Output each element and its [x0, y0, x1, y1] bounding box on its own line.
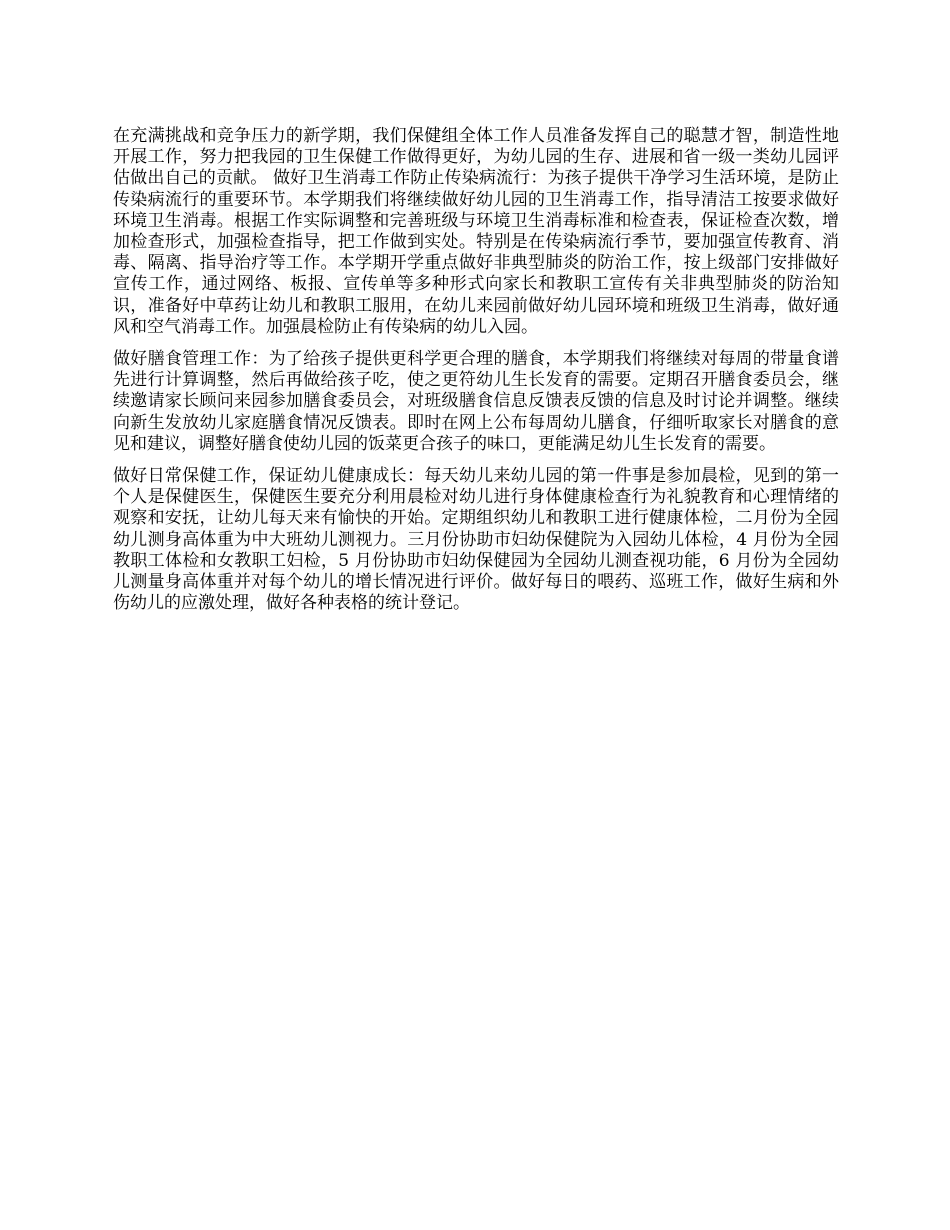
paragraph-daily-healthcare: 做好日常保健工作，保证幼儿健康成长：每天幼儿来幼儿园的第一件事是参加晨检，见到的第一个人是保健医生，保健医生要充分利用晨检对幼儿进行身体健康检查行为礼貌教育和心理情绪的观察和安抚，让幼儿每天来有愉快的开始。定期组织幼儿和教职工进行健康体检，二月份为全园幼儿测身高体重为中大班幼儿测视力。三月份协助市妇幼保健院为入园幼儿体检，4 月份为全园教职工体检和女教职工妇检，5 月份协助市妇幼保健园为全园幼儿测查视功能，6 月份为全园幼儿测量身高体重并对每个幼儿的增长情况进行评价。做好每日的喂药、巡班工作，做好生病和外伤幼儿的应激处理，做好各种表格的统计登记。: [113, 466, 839, 614]
paragraph-meal-management: 做好膳食管理工作：为了给孩子提供更科学更合理的膳食，本学期我们将继续对每周的带量食谱先进行计算调整，然后再做给孩子吃，使之更符幼儿生长发育的需要。定期召开膳食委员会，继续邀请家长顾问来园参加膳食委员会，对班级膳食信息反馈表反馈的信息及时讨论并调整。继续向新生发放幼儿家庭膳食情况反馈表。即时在网上公布每周幼儿膳食，仔细听取家长对膳食的意见和建议，调整好膳食使幼儿园的饭菜更合孩子的味口，更能满足幼儿生长发育的需要。: [113, 349, 839, 454]
document-body: [113, 126, 839, 625]
paragraph-hygiene-disinfection: 在充满挑战和竞争压力的新学期，我们保健组全体工作人员准备发挥自己的聪慧才智，制造性地开展工作，努力把我园的卫生保健工作做得更好，为幼儿园的生存、进展和省一级一类幼儿园评估做出自己的贡献。 做好卫生消毒工作防止传染病流行：为孩子提供干净学习生活环境，是防止传染病流行的重要环节。本学期我们将继续做好幼儿园的卫生消毒工作，指导清洁工按要求做好环境卫生消毒。根据工作实际调整和完善班级与环境卫生消毒标准和检查表，保证检查次数，增加检查形式，加强检查指导，把工作做到实处。特别是在传染病流行季节，要加强宣传教育、消毒、隔离、指导治疗等工作。本学期开学重点做好非典型肺炎的防治工作，按上级部门安排做好宣传工作，通过网络、板报、宣传单等多种形式向家长和教职工宣传有关非典型肺炎的防治知识，准备好中草药让幼儿和教职工服用，在幼儿来园前做好幼儿园环境和班级卫生消毒，做好通风和空气消毒工作。加强晨检防止有传染病的幼儿入园。: [113, 126, 839, 337]
